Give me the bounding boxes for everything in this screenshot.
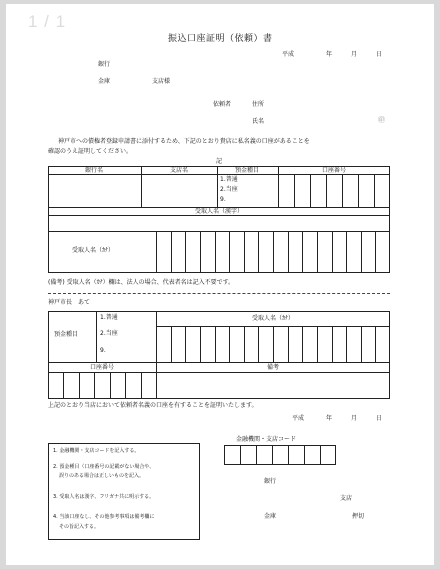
cell-divider: [317, 231, 318, 273]
cell-divider: [94, 372, 95, 399]
header-account-number: 口座番号: [321, 167, 347, 174]
cell-divider: [229, 231, 230, 273]
cell-divider: [358, 174, 359, 207]
cell-divider: [185, 231, 186, 273]
document-page: [6, 4, 434, 565]
page-number: 1 / 1: [28, 12, 67, 31]
certifier-bank: 銀行: [264, 478, 277, 485]
cell-divider: [288, 231, 289, 273]
deposit-type-option: 1.普通: [220, 176, 238, 183]
cell-divider: [374, 174, 375, 207]
cell-divider: [171, 326, 172, 362]
cell-divider: [346, 231, 347, 273]
cell-divider: [310, 174, 311, 207]
instruction-item: 1. 金融機関・支店コードを記入する。: [53, 448, 140, 454]
date2-day: 日: [376, 415, 383, 422]
cell-divider: [361, 326, 362, 362]
header-branch-name: 支店名: [169, 167, 189, 174]
cell-divider: [288, 445, 289, 465]
requester-label: 依頼者: [213, 101, 232, 108]
payee-name-kana-label: 受取人名（ｶﾅ）: [72, 247, 115, 254]
cell-divider: [375, 231, 376, 273]
intro-line-1: 神戸市への債権者登録申請書に添付するため、下記のとおり貴店に私名義の口座があることを: [58, 138, 310, 145]
cell-divider: [258, 326, 259, 362]
deposit-type-option: 9.: [100, 347, 106, 354]
instruction-item: その旨記入する。: [59, 524, 100, 530]
cell-divider: [273, 326, 274, 362]
instruction-item: 2. 預金種目（口座番号の記載がない場合や、: [53, 464, 155, 470]
cell-divider: [304, 445, 305, 465]
deposit-type-option: 1.普通: [100, 314, 118, 321]
date-month: 月: [351, 51, 358, 58]
ki-label: 記: [216, 158, 223, 165]
cell-divider: [294, 174, 295, 207]
certifier-kinko: 金庫: [264, 513, 277, 520]
header-bank-name: 銀行名: [84, 167, 104, 174]
date-era: 平成: [282, 51, 295, 58]
seal-mark: ㊞: [378, 116, 385, 124]
cell-divider: [215, 326, 216, 362]
certify-line: 上記のとおり当店において依頼者名義の口座を有することを証明いたします。: [48, 402, 258, 409]
cell-divider: [215, 231, 216, 273]
address-label: 住所: [252, 101, 265, 108]
cell-divider: [110, 372, 111, 399]
cell-divider: [63, 372, 64, 399]
header-deposit-type: 預金種目: [234, 167, 260, 174]
cell-divider: [256, 445, 257, 465]
cell-divider: [200, 231, 201, 273]
cell-divider: [302, 326, 303, 362]
cell-divider: [171, 231, 172, 273]
cell-divider: [79, 372, 80, 399]
cell-divider: [272, 445, 273, 465]
deposit-type-label: 預金種目: [54, 331, 79, 338]
document-title: 振込口座証明（依頼）書: [168, 34, 273, 44]
cell-divider: [125, 372, 126, 399]
deposit-type-option: 9.: [220, 196, 226, 203]
cell-divider: [375, 326, 376, 362]
instruction-item: 4. 当該口座なし、その他参考事項は備考欄に: [53, 514, 155, 520]
cell-divider: [244, 326, 245, 362]
bank-code-label: 金融機関・支店コード: [236, 436, 297, 443]
addressee-branch: 支店様: [152, 78, 171, 85]
date-year: 年: [326, 51, 333, 58]
certifier-branch: 支店: [340, 495, 353, 502]
cell-divider: [240, 445, 241, 465]
mayor-addressee: 神戸市長 あて: [48, 299, 91, 306]
date2-month: 月: [351, 415, 358, 422]
cell-divider: [320, 445, 321, 465]
cell-divider: [326, 174, 327, 207]
cell-divider: [185, 326, 186, 362]
payee-name-kanji-label: 受取人名（漢字）: [194, 208, 244, 215]
intro-line-2: 確認のうえ証明してください。: [48, 148, 133, 155]
cell-divider: [317, 326, 318, 362]
cell-divider: [229, 326, 230, 362]
cell-divider: [200, 326, 201, 362]
name-label: 氏名: [252, 118, 265, 125]
addressee-bank: 銀行: [98, 61, 111, 68]
deposit-type-option: 2.当座: [220, 186, 238, 193]
instruction-item: 誤りのある場合は正しいものを記入。: [59, 473, 145, 479]
cell-divider: [288, 326, 289, 362]
cell-divider: [302, 231, 303, 273]
certifier-seal: 押切: [352, 513, 365, 520]
cell-divider: [273, 231, 274, 273]
account-number-label: 口座番号: [89, 364, 115, 371]
addressee-kinko: 金庫: [98, 78, 111, 85]
date2-year: 年: [326, 415, 333, 422]
date-day: 日: [376, 51, 383, 58]
cell-divider: [332, 326, 333, 362]
note-line: (備考) 受取人名（ｶﾅ）欄は、法人の場合、代表者名は記入不要です。: [48, 279, 235, 286]
cell-divider: [332, 231, 333, 273]
cell-divider: [361, 231, 362, 273]
cell-divider: [244, 231, 245, 273]
cell-divider: [346, 326, 347, 362]
cut-line: [48, 293, 390, 294]
instruction-item: 3. 受取人名は漢字、フリガナ共に明示する。: [53, 494, 155, 500]
payee-kana-label: 受取人名（ｶﾅ）: [251, 315, 295, 322]
cell-divider: [342, 174, 343, 207]
remarks-label: 備考: [266, 364, 280, 371]
deposit-type-option: 2.当座: [100, 330, 118, 337]
cell-divider: [258, 231, 259, 273]
cell-divider: [141, 372, 142, 399]
date2-era: 平成: [292, 415, 305, 422]
